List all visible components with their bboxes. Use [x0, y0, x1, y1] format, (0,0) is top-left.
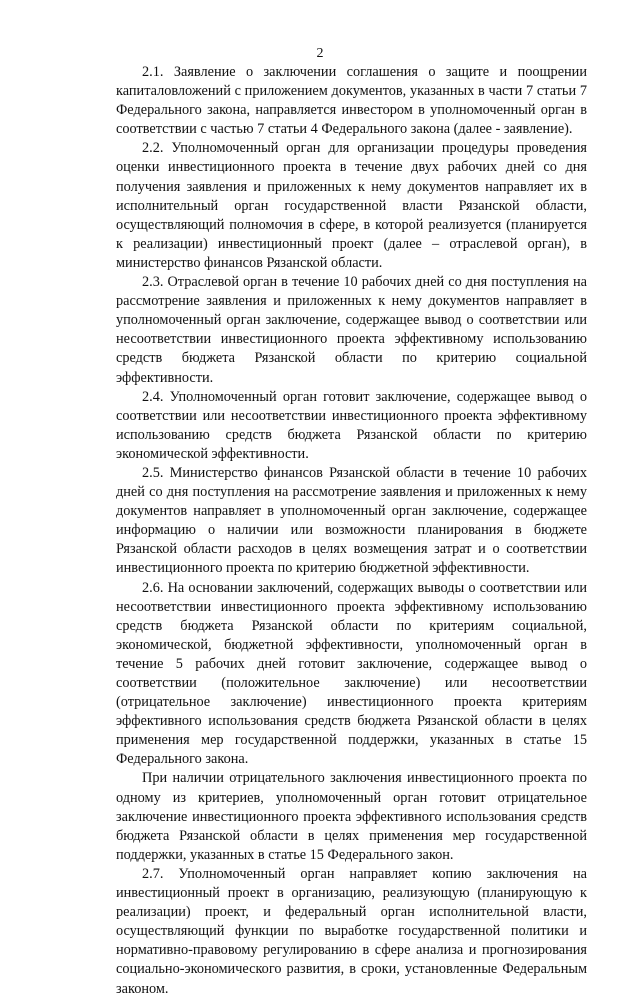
- paragraph-2-4: 2.4. Уполномоченный орган готовит заключение, содержащее вывод о соответствии или несоответствии инвестиционного проекта эффективному использованию средств бюджета Рязанской области по критерию экономической эффективности.: [116, 388, 587, 462]
- paragraph-2-1: 2.1. Заявление о заключении соглашения о защите и поощрении капиталовложений с приложением документов, указанных в части 7 статьи 7 Федерального закона, направляется инвестором в уполномоченный орган в соответствии с частью 7 статьи 4 Федерального закона (далее - заявление).: [116, 64, 587, 138]
- document-body: [116, 63, 587, 999]
- paragraph-negative-conclusion: При наличии отрицательного заключения инвестиционного проекта по одному из критериев, уполномоченный орган готовит отрицательное заключение инвестиционного проекта эффективного использования средств бюджета Рязанской области в целях применения мер государственной поддержки, указанных в статье 15 Федерального закон.: [116, 770, 587, 863]
- paragraph-2-3: 2.3. Отраслевой орган в течение 10 рабочих дней со дня поступления на рассмотрение заявления и приложенных к нему документов направляет в уполномоченный орган заключение, содержащее вывод о соответствии или несоответствии инвестиционного проекта эффективному использованию средств бюджета Рязанской области по критерию социальной эффективности.: [116, 274, 587, 386]
- paragraph-2-6: 2.6. На основании заключений, содержащих выводы о соответствии или несоответствии инвестиционного проекта эффективному использованию средств бюджета Рязанской области по критериям социальной, экономической, бюджетной эффективности, уполномоченный орган в течение 5 рабочих дней готовит заключение, содержащее вывод о соответствии (положительное заключение) или несоответствии (отрицательное заключение) инвестиционного проекта критериям эффективного использования средств бюджета Рязанской области в целях применения мер государственной поддержки, указанных в статье 15 Федерального закона.: [116, 579, 587, 768]
- paragraph-2-2: 2.2. Уполномоченный орган для организации процедуры проведения оценки инвестиционного проекта в течение двух рабочих дней со дня получения заявления и приложенных к нему документов направляет их в исполнительный орган государственной власти Рязанской области, осуществляющий полномочия в сфере, в которой реализуется (планируется к реализации) инвестиционный проект (далее – отраслевой орган), в министерство финансов Рязанской области.: [116, 140, 587, 271]
- paragraph-2-7: 2.7. Уполномоченный орган направляет копию заключения на инвестиционный проект в организацию, реализующую (планирующую к реализации) проект, и федеральный орган исполнительной власти, осуществляющий функции по выработке государственной политики и нормативно-правовому регулированию в сфере анализа и прогнозирования социально-экономического развития, в сроки, установленные Федеральным законом.: [116, 865, 587, 997]
- paragraph-2-5: 2.5. Министерство финансов Рязанской области в течение 10 рабочих дней со дня поступления на рассмотрение заявления и приложенных к нему документов направляет в уполномоченный орган заключение, содержащее информацию о наличии или возможности планирования в бюджете Рязанской области расходов в целях возмещения затрат и о соответствии инвестиционного проекта по критерию бюджетной эффективности.: [116, 464, 587, 577]
- page-number: 2: [316, 46, 324, 61]
